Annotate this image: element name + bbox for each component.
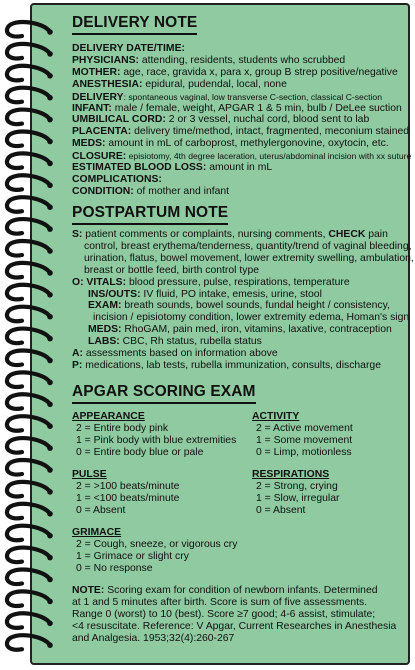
apgar-respirations-option: 1 = Slow, irregular [256,493,340,504]
apgar-activity-option: 2 = Active movement [256,423,353,434]
delivery-line-text: amount in mL of carboprost, methylergonovine, oxytocin, etc. [105,138,389,150]
apgar-activity-label: ACTIVITY [252,411,300,422]
delivery-line-text: delivery time/method, intact, fragmented, meconium stained [131,126,410,138]
apgar-grimace-option: 1 = Grimace or slight cry [76,551,189,562]
delivery-line-text: amount in mL [206,162,273,173]
subjective-line: S: patient comments or complaints, nursing comments, CHECK pain [72,229,388,240]
delivery-note-title: DELIVERY NOTE [72,14,197,32]
apgar-note-line: NOTE: Scoring exam for condition of newborn infants. Determined [72,585,378,596]
spiral-coil [7,329,53,344]
apgar-appearance-label: APPEARANCE [72,411,145,422]
delivery-line-text: attending, residents, students who scrubbed [138,54,346,66]
exam-line: EXAM: breath sounds, bowel sounds, fundal height / consistency, [88,300,390,311]
delivery-line-label: CONDITION: [72,185,134,197]
apgar-pulse-option: 2 = >100 beats/minute [76,481,180,492]
delivery-line-label: MEDS: [72,138,106,150]
delivery-line [72,55,345,67]
spiral-coil [7,22,53,37]
title-underline [72,223,228,225]
plan-line: P: medications, lab tests, rubella immunization, consults, discharge [72,360,381,371]
delivery-line-text: 2 or 3 vessel, nuchal cord, blood sent to lab [165,114,370,126]
delivery-line-text: age, race, gravida x, para x, group B strep positive/negative [120,66,398,78]
delivery-line [72,67,398,79]
spiral-coil [7,110,53,125]
delivery-line [72,103,402,115]
spiral-coil [7,591,53,606]
subjective-line: urination, flatus, bowel movement, lower extremity swelling, ambulation, [84,253,414,264]
apgar-note-line: Range 0 (worst) to 10 (best). Score ≥7 good; 4-6 assist, stimulate; [72,609,376,620]
spiral-coil [7,307,53,322]
spiral-coil [7,548,53,563]
delivery-line [72,79,287,91]
delivery-line-label: COMPLICATIONS: [72,173,162,185]
delivery-line-label: INFANT: [72,102,112,114]
apgar-pulse-option: 0 = Absent [76,505,126,516]
delivery-line [72,186,229,198]
exam-line: incision / episiotomy condition, lower extremity edema, Homan's sign [93,312,410,323]
delivery-line-label: CLOSURE: [72,151,127,163]
labs-line: LABS: CBC, Rh status, rubella status [88,336,262,347]
delivery-line [72,126,409,138]
spiral-coil [7,372,53,387]
apgar-appearance-option: 1 = Pink body with blue extremities [76,435,237,446]
spiral-coil [7,635,53,650]
delivery-line-label: PHYSICIANS: [72,54,139,66]
delivery-line-label: ANESTHESIA: [72,78,143,90]
apgar-grimace-label: GRIMACE [72,527,122,538]
spiral-coil [7,131,53,146]
spiral-coil [7,526,53,541]
objective-vitals-line: O: VITALS: blood pressure, pulse, respirations, temperature [72,277,350,288]
delivery-line [72,162,272,174]
delivery-line-text: male / female, weight, APGAR 1 & 5 min, bulb / DeLee suction [111,102,402,114]
spiral-coil [7,482,53,497]
apgar-appearance-option: 0 = Entire body blue or pale [76,447,204,458]
delivery-line-label: ESTIMATED BLOOD LOSS: [72,162,207,173]
apgar-note-line: <4 resuscitate. Reference: V Apgar, Current Researches in Anesthesia [72,621,397,632]
delivery-line [72,138,389,150]
apgar-appearance-option: 2 = Entire body pink [76,423,169,434]
delivery-line [72,114,369,126]
title-underline [72,402,256,404]
delivery-line-label: UMBILICAL CORD: [72,114,166,126]
apgar-respirations-option: 0 = Absent [256,505,306,516]
spiral-coil [7,241,53,256]
delivery-line-label: PLACENTA: [72,126,132,138]
apgar-title: APGAR SCORING EXAM [72,383,256,401]
spiral-coil [7,569,53,584]
spiral-coil [7,88,53,103]
postpartum-note-title: POSTPARTUM NOTE [72,204,228,222]
apgar-activity-option: 1 = Some movement [256,435,353,446]
spiral-coil [7,416,53,431]
delivery-line-label: DELIVERY [72,91,124,103]
delivery-line [72,43,185,55]
assessment-line: A: assessments based on information above [72,348,278,359]
delivery-line-label: DELIVERY DATE/TIME: [72,43,185,54]
spiral-binding [0,0,60,670]
title-underline [72,33,197,35]
delivery-line-text: epidural, pudendal, local, none [142,78,287,90]
spiral-coil [7,613,53,628]
delivery-line [72,174,162,186]
spiral-coil [7,153,53,168]
apgar-note-line: at 1 and 5 minutes after birth. Score is sum of five assessments. [72,597,368,608]
apgar-grimace-option: 0 = No response [76,563,153,574]
meds-line: MEDS: RhoGAM, pain med, iron, vitamins, laxative, contraception [88,324,392,335]
spiral-coil [7,394,53,409]
apgar-respirations-option: 2 = Strong, crying [256,481,338,492]
spiral-coil [7,285,53,300]
delivery-line-text: of mother and infant [133,185,230,197]
apgar-respirations-label: RESPIRATIONS [252,469,330,480]
apgar-activity-option: 0 = Limp, motionless [256,447,352,458]
ins-outs-line: INS/OUTS: IV fluid, PO intake, emesis, urine, stool [88,289,322,300]
spiral-coil [7,460,53,475]
subjective-line: breast or bottle feed, birth control type [84,265,260,276]
subjective-line: control, breast erythema/tenderness, quantity/trend of vaginal bleeding, [84,241,412,252]
spiral-coil [7,219,53,234]
spiral-coil [7,175,53,190]
apgar-note-line: and Analgesia. 1953;32(4):260-267 [72,633,235,644]
apgar-pulse-label: PULSE [72,469,107,480]
spiral-coil [7,197,53,212]
spiral-coil [7,263,53,278]
spiral-coil [7,438,53,453]
delivery-line-text: : spontaneous vaginal, low transverse C-section, classical C-section [123,91,382,102]
spiral-coil [7,504,53,519]
spiral-coil [7,350,53,365]
apgar-pulse-option: 1 = <100 beats/minute [76,493,180,504]
delivery-line-label: MOTHER: [72,66,121,78]
spiral-coil [7,66,53,81]
spiral-coil [7,44,53,59]
apgar-grimace-option: 2 = Cough, sneeze, or vigorous cry [76,539,238,550]
delivery-line-text: episiotomy, 4th degree laceration, uterus/abdominal incision with xx suture [126,151,412,162]
